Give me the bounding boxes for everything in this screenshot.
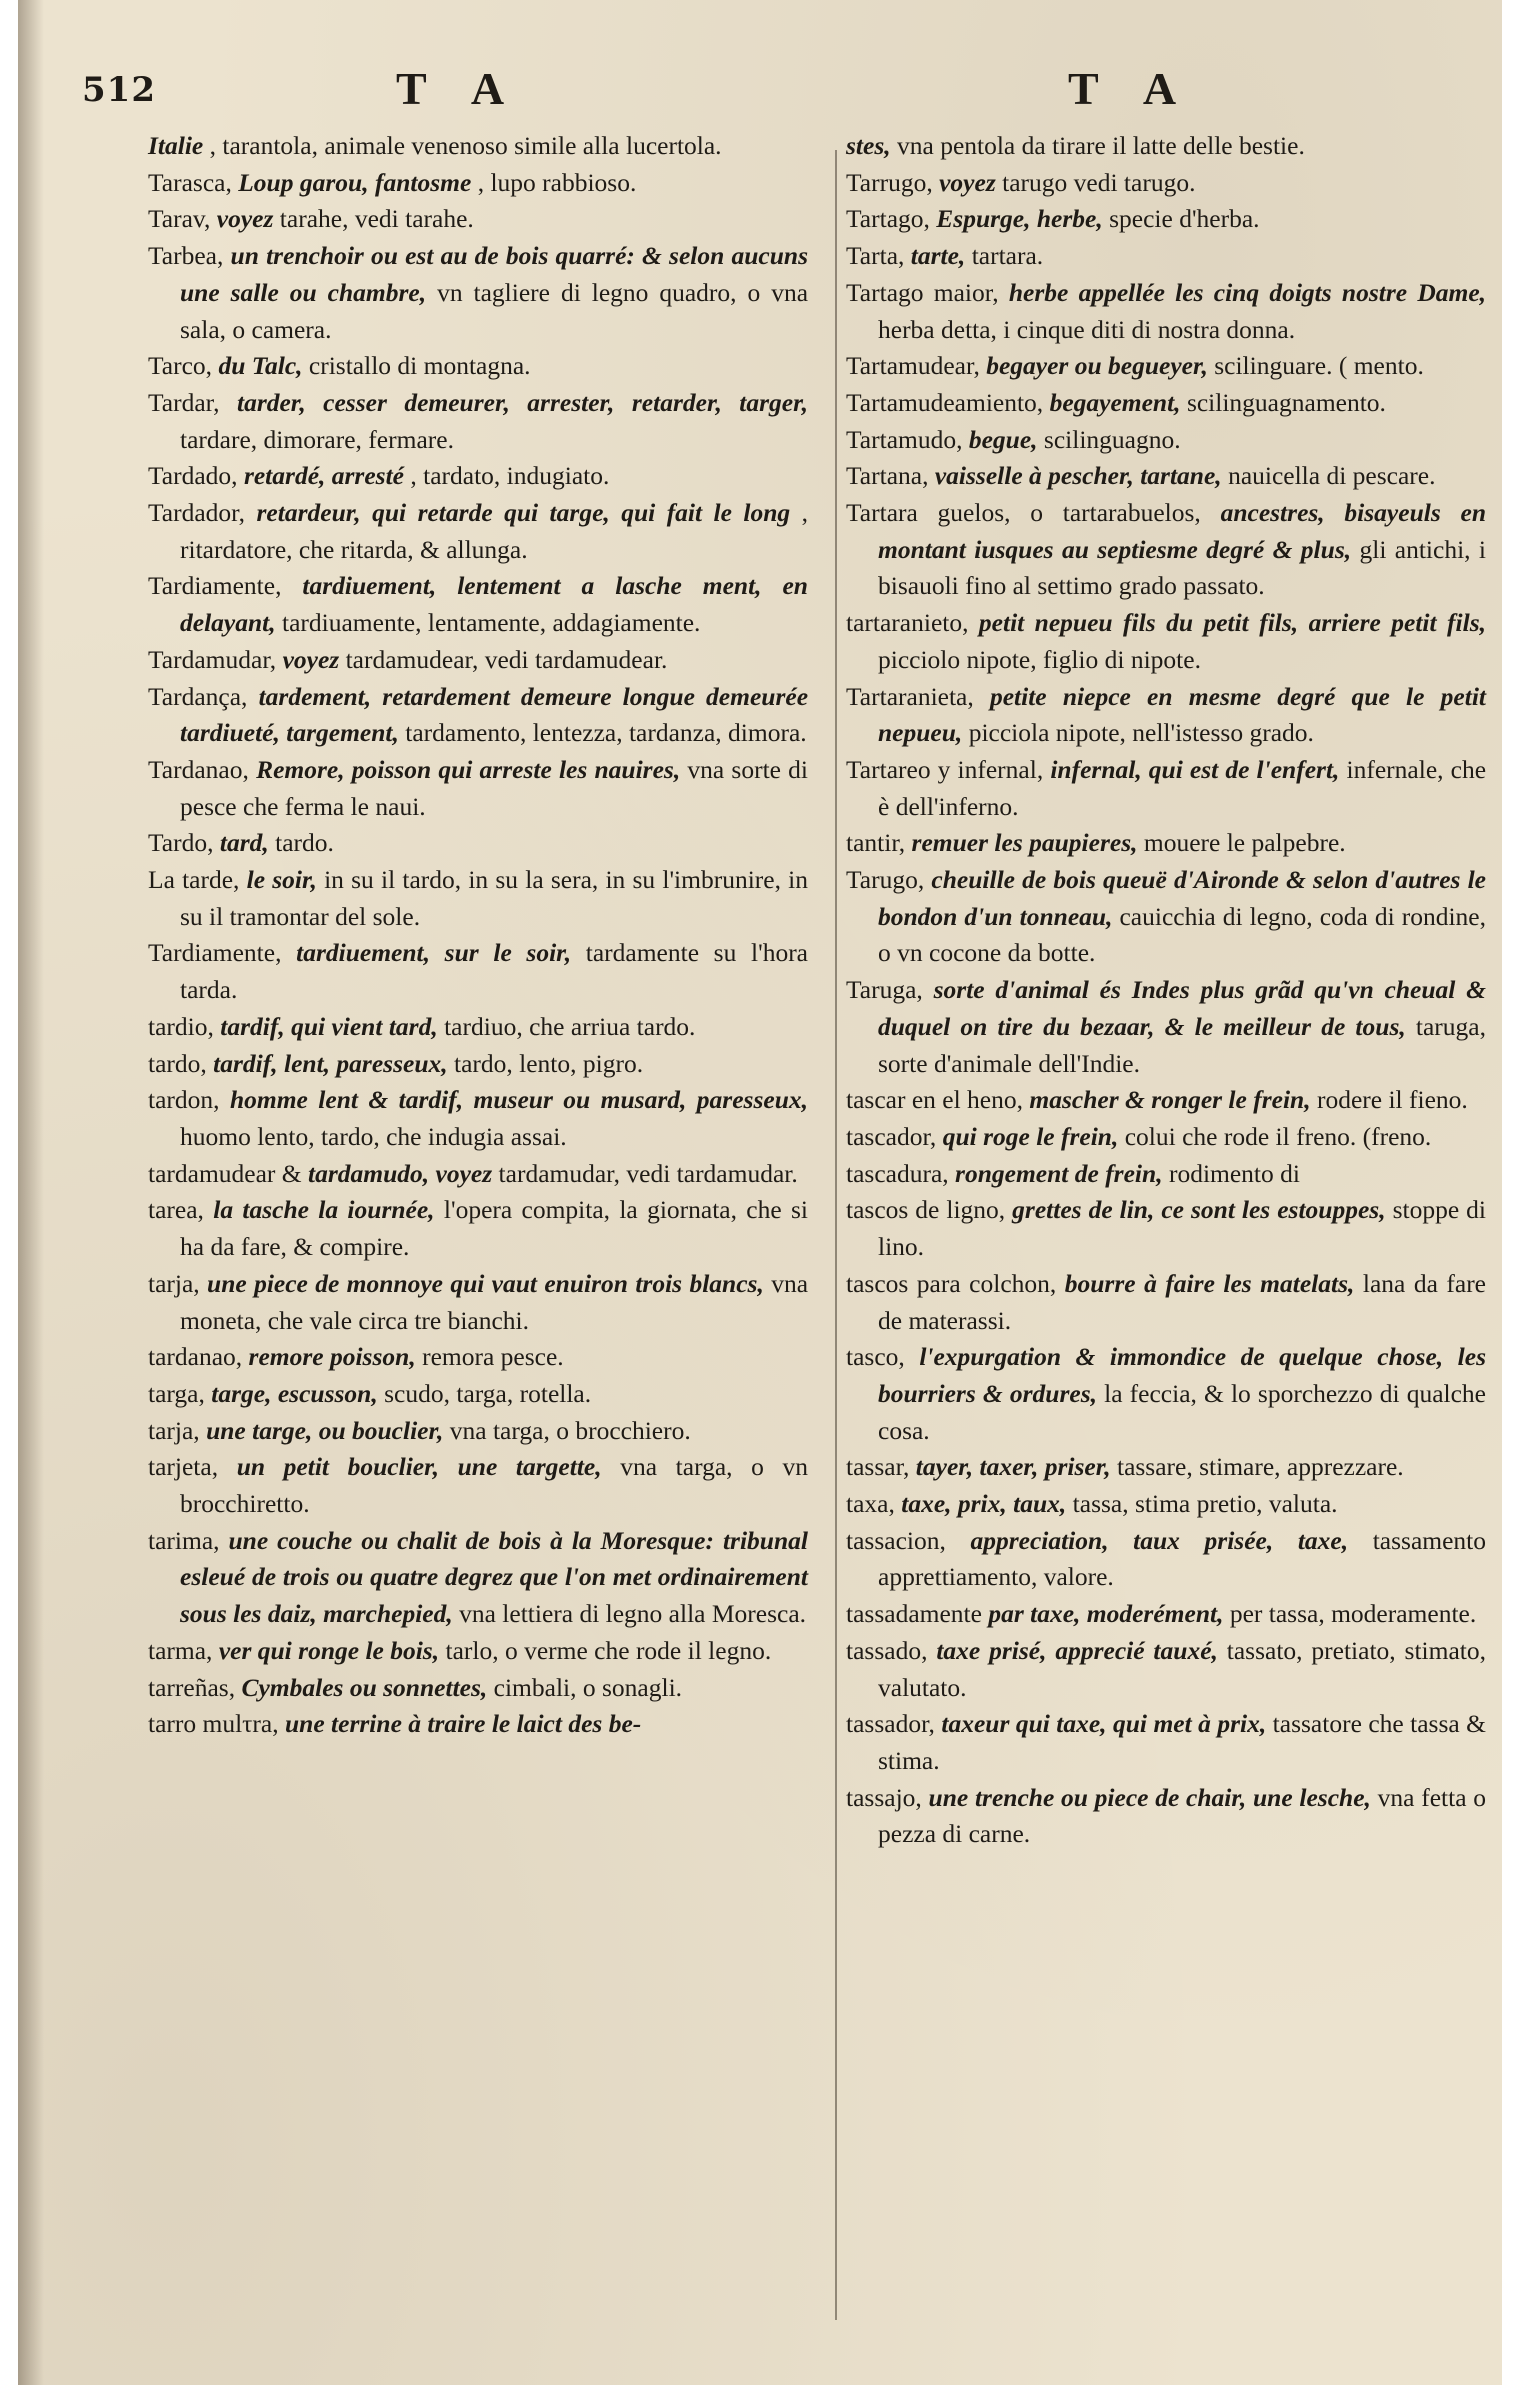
entry-french: stes, <box>846 131 891 160</box>
entry-headword: Tartamudeamiento, <box>846 387 1044 417</box>
entry-french: voyez <box>282 644 340 674</box>
entry-headword: Tardo, <box>148 828 214 858</box>
dictionary-entry <box>148 348 808 385</box>
entry-headword: tascos de ligno, <box>846 1195 1006 1225</box>
entry-french: une trenche ou piece de chair, une lesche, <box>928 1782 1371 1812</box>
entry-italian: scilinguare. ( mento. <box>1214 351 1424 381</box>
dictionary-entry <box>148 1046 808 1083</box>
entry-italian: remora pesce. <box>422 1342 564 1372</box>
entry-headword: tascar en el heno, <box>846 1085 1023 1115</box>
entry-french: qui roge le frein, <box>942 1121 1119 1151</box>
entry-headword: tassacion, <box>846 1525 946 1555</box>
entry-headword: Tartago, <box>846 204 930 234</box>
dictionary-entry <box>846 1339 1486 1449</box>
entry-french: Cymbales ou sonnettes, <box>241 1672 488 1702</box>
dictionary-entry <box>148 1156 808 1193</box>
entry-french: par taxe, moderément, <box>988 1599 1224 1629</box>
entry-italian: l'opera compita, la giornata, che si ha da fare, & compire. <box>180 1195 809 1262</box>
entry-headword: Tarrugo, <box>846 167 933 197</box>
entry-french: du Talc, <box>218 351 303 381</box>
entry-french: Loup garou, fantosme <box>238 167 472 197</box>
entry-headword: Tarav, <box>148 204 211 234</box>
entry-italian: vna targa, o brocchiero. <box>449 1415 691 1445</box>
entry-french: une terrine à traire le laict des be- <box>285 1709 642 1739</box>
entry-italian: tassato, pretiato, stimato, valutato. <box>878 1635 1486 1702</box>
entry-italian: scilinguagno. <box>1043 424 1181 454</box>
entry-italian: picciolo nipote, figlio di nipote. <box>878 644 1201 674</box>
dictionary-entry <box>846 495 1486 605</box>
dictionary-entry <box>846 825 1486 862</box>
entry-french: mascher & ronger le frein, <box>1029 1085 1311 1115</box>
entry-italian: scilinguagnamento. <box>1186 387 1386 417</box>
entry-headword: Tardamudar, <box>148 644 277 674</box>
dictionary-entry <box>846 1082 1486 1119</box>
entry-italian: tassa, stima pretio, valuta. <box>1072 1489 1338 1519</box>
left-column <box>148 128 808 1743</box>
dictionary-entry <box>148 679 808 752</box>
dictionary-entry <box>846 238 1486 275</box>
entry-headword: tassadamente <box>846 1599 982 1629</box>
entry-headword: tasco, <box>846 1342 905 1372</box>
dictionary-entry <box>148 238 808 348</box>
dictionary-entry <box>148 935 808 1008</box>
entry-french: une couche ou chalit de bois à la Moresque: tribunal esleué de trois ou quatre degrez que l'on met ordinairement sous les daiz, marchepied, <box>180 1525 808 1629</box>
entry-headword: tarja, <box>148 1268 200 1298</box>
dictionary-entry <box>148 752 808 825</box>
dictionary-entry <box>846 128 1486 165</box>
dictionary-entry <box>148 1339 808 1376</box>
entry-french: remuer les paupieres, <box>911 828 1138 858</box>
entry-headword: tarreñas, <box>148 1672 236 1702</box>
entry-headword: Tartago maior, <box>846 277 999 307</box>
entry-headword: Tartana, <box>846 461 929 491</box>
entry-headword: targa, <box>148 1378 205 1408</box>
entry-italian: tassatore che tassa & stima. <box>878 1709 1486 1775</box>
entry-italian: , ritardatore, che ritarda, & allunga. <box>180 498 809 564</box>
dictionary-entry <box>846 1633 1486 1706</box>
entry-headword: Tartamudear, <box>846 351 980 381</box>
entry-headword: tarima, <box>148 1525 220 1555</box>
dictionary-entry <box>846 165 1486 202</box>
entry-french: voyez <box>939 167 996 197</box>
dictionary-entry <box>846 1119 1486 1156</box>
entry-italian: herba detta, i cinque diti di nostra donna. <box>878 314 1296 344</box>
dictionary-entry <box>148 1376 808 1413</box>
entry-french: petit nepueu fils du petit fils, arriere petit fils, <box>978 608 1486 638</box>
entry-french: tardement, retardement demeure longue demeurée tardiueté, targement, <box>180 681 809 748</box>
dictionary-entry <box>148 642 808 679</box>
entry-french: vaisselle à pescher, tartane, <box>934 461 1222 491</box>
entry-italian: cimbali, o sonagli. <box>493 1672 683 1702</box>
entry-french: tayer, taxer, priser, <box>915 1452 1111 1482</box>
entry-italian: lana da fare de materassi. <box>878 1268 1486 1335</box>
entry-headword: tardamudear & <box>148 1158 302 1188</box>
dictionary-entry <box>148 1523 808 1633</box>
entry-french: taxe, prix, taux, <box>901 1489 1067 1519</box>
dictionary-entry <box>846 1596 1486 1633</box>
entry-french: Remore, poisson qui arreste les nauires, <box>256 754 681 784</box>
right-running-header: T A <box>1068 63 1195 114</box>
entry-italian: tardamento, lentezza, tardanza, dimora. <box>405 718 807 748</box>
entry-italian: tardo. <box>275 828 334 858</box>
entry-headword: tarma, <box>148 1635 213 1665</box>
entry-headword: Tartareo y infernal, <box>846 754 1044 784</box>
entry-headword: Tardado, <box>148 461 238 491</box>
entry-headword: tassar, <box>846 1452 910 1482</box>
entry-italian: vna sorte di pesce che ferma le naui. <box>180 754 808 821</box>
entry-italian: in su il tardo, in su la sera, in su l'imbrunire, in su il tramontar del sole. <box>180 865 808 931</box>
entry-headword: tascador, <box>846 1121 937 1151</box>
entry-italian: huomo lento, tardo, che indugia assai. <box>180 1121 567 1151</box>
dictionary-entry <box>148 862 808 935</box>
entry-italian: tardiuo, che arriua tardo. <box>444 1011 696 1041</box>
entry-italian: vna pentola da tirare il latte delle bestie. <box>897 131 1305 160</box>
dictionary-entry <box>846 1706 1486 1779</box>
entry-italian: tardamente su l'hora tarda. <box>180 938 809 1005</box>
entry-italian: mouere le palpebre. <box>1143 828 1346 858</box>
dictionary-entry <box>846 605 1486 678</box>
dictionary-entry <box>846 1780 1486 1853</box>
entry-french: targe, escusson, <box>211 1378 378 1408</box>
entry-italian: vna targa, o vn brocchiretto. <box>180 1452 809 1519</box>
entry-french: tard, <box>219 828 269 858</box>
entry-french: petite niepce en mesme degré que le petit nepueu, <box>878 681 1486 748</box>
entry-italian: cristallo di montagna. <box>308 351 531 381</box>
entry-headword: Tardador, <box>148 498 246 528</box>
entry-french: infernal, qui est de l'enfert, <box>1050 754 1340 784</box>
entry-headword: tascos para colchon, <box>846 1268 1057 1298</box>
entry-headword: tassado, <box>846 1635 928 1665</box>
entry-headword: La tarde, <box>148 865 240 895</box>
entry-italian: la feccia, & lo sporchezzo di qualche cosa. <box>878 1378 1486 1445</box>
entry-headword: tassajo, <box>846 1782 922 1812</box>
entry-french: appreciation, taux prisée, taxe, <box>970 1525 1349 1555</box>
entry-french: grettes de lin, ce sont les estouppes, <box>1012 1195 1386 1225</box>
entry-italian: colui che rode il freno. (freno. <box>1124 1121 1432 1151</box>
entry-italian: tarahe, vedi tarahe. <box>279 204 474 234</box>
dictionary-entry <box>148 128 808 165</box>
dictionary-entry <box>148 165 808 202</box>
entry-headword: tarro mulτra, <box>148 1709 279 1739</box>
dictionary-entry <box>846 1192 1486 1265</box>
entry-italian: nauicella di pescare. <box>1228 461 1436 491</box>
entry-headword: Tarugo, <box>846 865 925 895</box>
binding-shadow <box>18 0 44 2385</box>
entry-french: tardif, qui vient tard, <box>220 1011 438 1041</box>
dictionary-entry <box>846 1266 1486 1339</box>
entry-headword: tarjeta, <box>148 1452 219 1482</box>
entry-headword: tardon, <box>148 1085 220 1115</box>
entry-italian: vna moneta, che vale circa tre bianchi. <box>180 1268 809 1335</box>
entry-italian: tarugo vedi tarugo. <box>1002 167 1196 197</box>
dictionary-entry <box>846 679 1486 752</box>
entry-italian: per tassa, moderamente. <box>1229 1599 1477 1629</box>
entry-french: voyez <box>216 204 274 234</box>
entry-french: tardiuement, sur le soir, <box>296 938 572 968</box>
entry-italian: taruga, sorte d'animale dell'Indie. <box>878 1011 1486 1078</box>
entry-french: taxeur qui taxe, qui met à prix, <box>941 1709 1267 1739</box>
dictionary-entry <box>148 458 808 495</box>
entry-french: Espurge, herbe, <box>936 204 1103 234</box>
dictionary-entry <box>148 1192 808 1265</box>
entry-french: tarte, <box>910 241 966 271</box>
dictionary-entry <box>148 1633 808 1670</box>
entry-headword: Tartaranieta, <box>846 681 974 711</box>
entry-italian: tartara. <box>971 241 1044 271</box>
entry-french: begue, <box>968 424 1038 454</box>
entry-headword: Tardança, <box>148 681 248 711</box>
dictionary-entry <box>148 1449 808 1522</box>
entry-italian: tarlo, o verme che rode il legno. <box>445 1635 772 1665</box>
entry-headword: taxa, <box>846 1489 895 1519</box>
entry-french: taxe prisé, apprecié tauxé, <box>936 1635 1218 1665</box>
dictionary-entry <box>148 825 808 862</box>
entry-french: tardiuement, lentement a lasche ment, en delayant, <box>180 571 808 638</box>
dictionary-entry <box>846 1523 1486 1596</box>
entry-french: tardif, lent, paresseux, <box>213 1048 448 1078</box>
dictionary-entry <box>846 458 1486 495</box>
dictionary-entry <box>148 1413 808 1450</box>
left-running-header: T A <box>396 63 523 114</box>
entry-italian: vna lettiera di legno alla Moresca. <box>459 1599 807 1629</box>
entry-headword: tarja, <box>148 1415 200 1445</box>
entry-french: tardamudo, voyez <box>308 1158 493 1188</box>
entry-italian: , tardato, indugiato. <box>410 461 610 491</box>
entry-headword: tantir, <box>846 828 906 858</box>
entry-italian: tardo, lento, pigro. <box>454 1048 644 1078</box>
entry-french: retardé, arresté <box>243 461 404 491</box>
entry-italian: tardiuamente, lentamente, addagiamente. <box>282 608 701 638</box>
entry-french: remore poisson, <box>248 1342 416 1372</box>
entry-french: un petit bouclier, une targette, <box>236 1452 602 1482</box>
entry-french: l'expurgation & immondice de quelque chose, les bourriers & ordures, <box>878 1342 1486 1408</box>
entry-italian: infernale, che è dell'inferno. <box>878 754 1487 821</box>
dictionary-entry <box>148 1082 808 1155</box>
entry-headword: Tartara guelos, o tartarabuelos, <box>846 498 1201 528</box>
entry-headword: tartaranieto, <box>846 608 969 638</box>
entry-french: la tasche la iournée, <box>213 1195 435 1225</box>
dictionary-entry <box>148 495 808 568</box>
entry-headword: tardio, <box>148 1011 214 1041</box>
dictionary-entry <box>846 422 1486 459</box>
entry-italian: rodere il fieno. <box>1316 1085 1468 1115</box>
entry-headword: tarea, <box>148 1195 204 1225</box>
entry-headword: tardo, <box>148 1048 207 1078</box>
page-number: 512 <box>82 70 156 110</box>
entry-italian: vna fetta o pezza di carne. <box>878 1782 1487 1849</box>
entry-headword: Tartamudo, <box>846 424 963 454</box>
dictionary-entry <box>148 1266 808 1339</box>
column-divider <box>835 150 837 2320</box>
entry-french: herbe appellée les cinq doigts nostre Dame, <box>1008 277 1487 307</box>
dictionary-entry <box>148 1009 808 1046</box>
entry-italian: vn tagliere di legno quadro, o vna sala, o camera. <box>180 277 809 344</box>
entry-italian: picciola nipote, nell'istesso grado. <box>968 718 1314 748</box>
entry-french: sorte d'animal és Indes plus grãd qu'vn cheual & duquel on tire du bezaar, & le meilleur de tous, <box>878 975 1486 1041</box>
entry-italian: gli antichi, i bisauoli fino al settimo grado passato. <box>878 534 1486 601</box>
entry-headword: Tarasca, <box>148 167 232 197</box>
dictionary-entry <box>148 201 808 238</box>
dictionary-entry <box>148 1670 808 1707</box>
entry-italian: stoppe di lino. <box>878 1195 1487 1262</box>
entry-french: begayer ou begueyer, <box>986 351 1208 381</box>
entry-french: tarder, cesser demeurer, arrester, retarder, targer, <box>236 387 809 417</box>
entry-headword: tassador, <box>846 1709 935 1739</box>
entry-french: un trenchoir ou est au de bois quarré: & selon aucuns une salle ou chambre, <box>180 241 809 307</box>
entry-italian: cauicchia di legno, coda di rondine, o vn cocone da botte. <box>878 901 1486 968</box>
dictionary-entry <box>148 385 808 458</box>
entry-french: homme lent & tardif, museur ou musard, paresseux, <box>229 1085 808 1115</box>
entry-french: cheuille de bois queuë d'Aironde & selon d'autres le bondon d'un tonneau, <box>878 865 1487 931</box>
dictionary-entry <box>846 1449 1486 1486</box>
entry-french: retardeur, qui retarde qui targe, qui fait le long <box>256 498 791 528</box>
entry-headword: Tarco, <box>148 351 213 381</box>
entry-italian: , tarantola, animale venenoso simile alla lucertola. <box>209 131 722 160</box>
entry-headword: tardanao, <box>148 1342 243 1372</box>
entry-french: bourre à faire les matelats, <box>1064 1268 1355 1298</box>
dictionary-entry <box>846 862 1486 972</box>
entry-italian: tassare, stimare, apprezzare. <box>1116 1452 1404 1482</box>
entry-headword: Tardiamente, <box>148 938 282 968</box>
dictionary-entry <box>846 1486 1486 1523</box>
entry-italian: tardare, dimorare, fermare. <box>180 424 454 454</box>
entry-french: ancestres, bisayeuls en montant iusques au septiesme degré & plus, <box>878 498 1486 564</box>
entry-french: une piece de monnoye qui vaut enuiron trois blancs, <box>207 1268 764 1298</box>
entry-headword: Tardar, <box>148 387 220 417</box>
right-column <box>846 128 1486 1853</box>
entry-french: Italie <box>148 131 204 160</box>
dictionary-entry <box>846 275 1486 348</box>
entry-italian: tassamento apprettiamento, valore. <box>878 1525 1486 1592</box>
dictionary-entry <box>148 1706 808 1743</box>
book-page <box>18 0 1502 2385</box>
entry-italian: rodimento di <box>1168 1158 1300 1188</box>
entry-french: le soir, <box>246 865 317 895</box>
dictionary-entry <box>846 385 1486 422</box>
entry-french: begayement, <box>1049 387 1181 417</box>
entry-headword: Tardanao, <box>148 754 249 784</box>
entry-headword: Tardiamente, <box>148 571 282 601</box>
entry-headword: Taruga, <box>846 975 923 1005</box>
entry-headword: Tarbea, <box>148 241 224 271</box>
entry-italian: tardamudear, vedi tardamudear. <box>345 644 668 674</box>
entry-italian: tardamudar, vedi tardamudar. <box>498 1158 798 1188</box>
dictionary-entry <box>846 348 1486 385</box>
dictionary-entry <box>846 972 1486 1082</box>
dictionary-entry <box>148 568 808 641</box>
entry-italian: scudo, targa, rotella. <box>384 1378 592 1408</box>
entry-french: une targe, ou bouclier, <box>206 1415 444 1445</box>
entry-headword: Tarta, <box>846 241 905 271</box>
dictionary-entry <box>846 201 1486 238</box>
entry-headword: tascadura, <box>846 1158 949 1188</box>
dictionary-entry <box>846 752 1486 825</box>
dictionary-entry <box>846 1156 1486 1193</box>
entry-french: rongement de frein, <box>955 1158 1163 1188</box>
entry-italian: , lupo rabbioso. <box>477 167 637 197</box>
entry-italian: specie d'herba. <box>1109 204 1260 234</box>
entry-french: ver qui ronge le bois, <box>218 1635 440 1665</box>
